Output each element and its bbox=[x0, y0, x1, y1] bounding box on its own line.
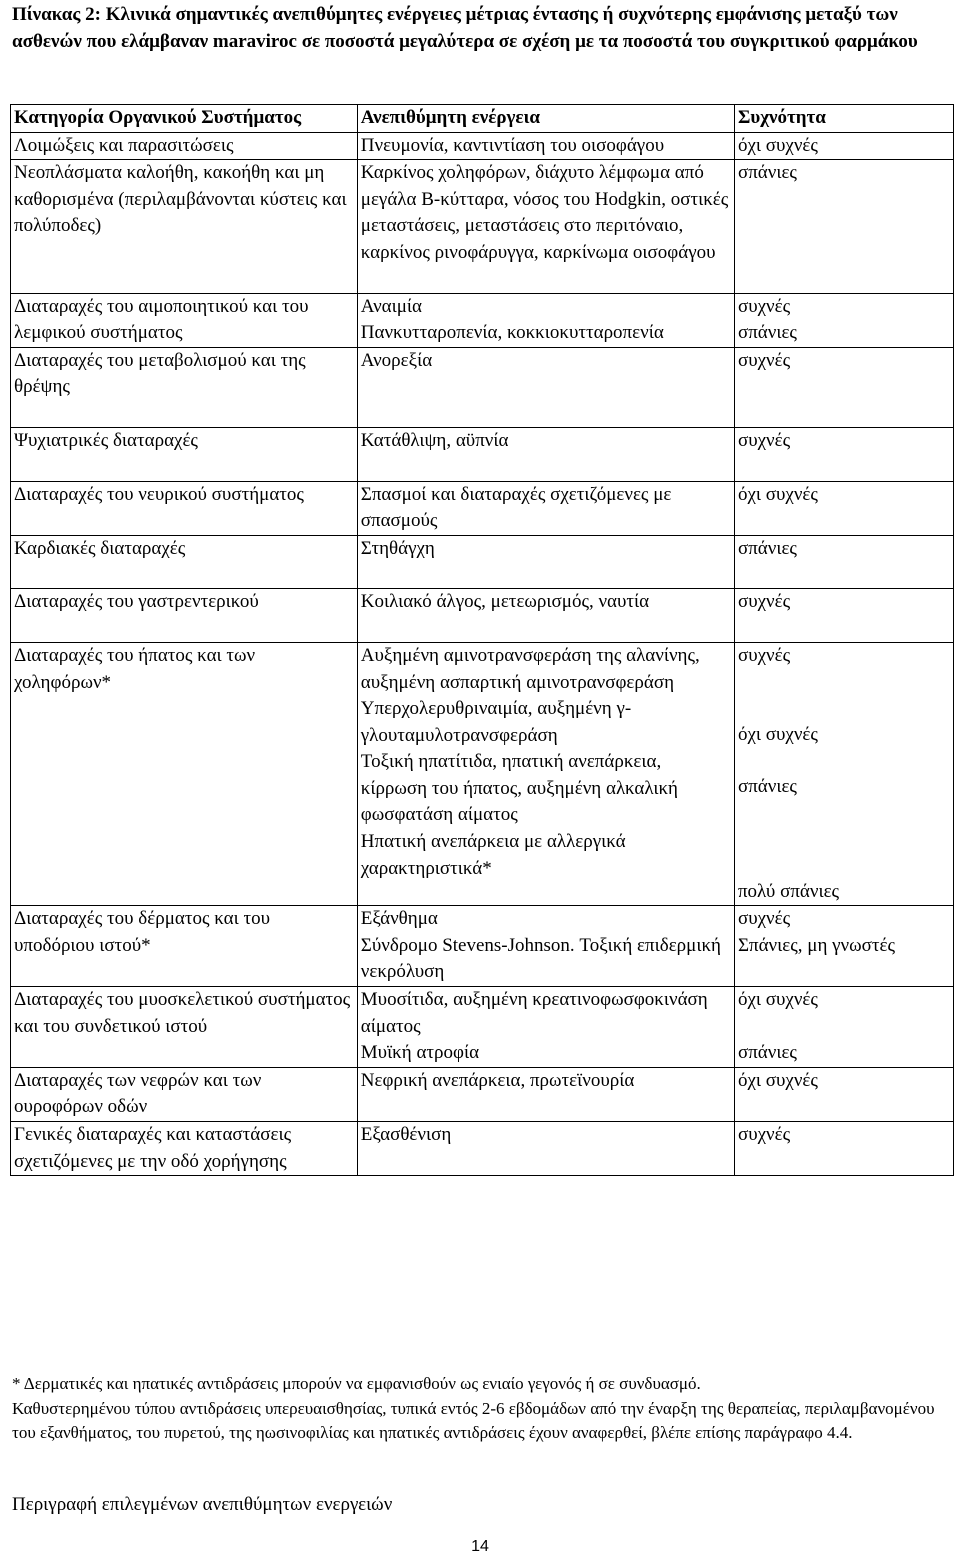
organ-class-cell bbox=[11, 535, 358, 589]
reaction-text: Αναιμία bbox=[360, 295, 422, 317]
reaction-text: Αυξημένη αμινοτρανσφεράση της αλανίνης, αυξημένη ασπαρτική αμινοτρανσφεράση bbox=[360, 644, 700, 693]
reaction-cell bbox=[357, 987, 734, 1068]
header-frequency: Συχνότητα bbox=[734, 105, 953, 133]
reaction-cell bbox=[357, 293, 734, 347]
frequency-text: σπάνιες bbox=[737, 322, 797, 344]
footnote-hypersensitivity: Καθυστερημένου τύπου αντιδράσεις υπερευαισθησίας, τυπικά εντός 2-6 εβδομάδων από την έναρξη της θεραπείας, περιλαμβανομένου του εξανθήματος, του πυρετού, της ηωσινοφιλίας και ηπατικές αντιδράσεις έχουν αναφερθεί, βλέπε επίσης παράγραφο 4.4. bbox=[12, 1398, 935, 1443]
reaction-text: Μυοσίτιδα, αυξημένη κρεατινοφωσφοκινάση αίματος bbox=[360, 989, 708, 1037]
organ-class-cell: Γενικές διαταραχές και καταστάσεις σχετιζόμενες με την οδό χορήγησης bbox=[11, 1122, 358, 1176]
frequency-text: συχνές bbox=[737, 644, 791, 666]
table-row bbox=[11, 160, 954, 293]
frequency-cell bbox=[734, 642, 953, 905]
reaction-text: Σύνδρομο Stevens-Johnson. Τοξική επιδερμική νεκρόλυση bbox=[360, 934, 721, 983]
frequency-text: όχι συχνές bbox=[737, 989, 818, 1011]
frequency-cell: όχι συχνές bbox=[734, 132, 953, 160]
reaction-cell: Στηθάγχη bbox=[357, 535, 734, 589]
table-row bbox=[11, 987, 954, 1068]
table-row bbox=[11, 1067, 954, 1121]
table-row bbox=[11, 535, 954, 589]
organ-class-text: Καρδιακές διαταραχές bbox=[14, 537, 186, 559]
table-row bbox=[11, 589, 954, 643]
table-footnotes bbox=[12, 1372, 942, 1446]
reaction-text: Πανκυτταροπενία, κοκκιοκυτταροπενία bbox=[360, 322, 664, 344]
frequency-cell bbox=[734, 906, 953, 987]
footnote-asterisk: * Δερματικές και ηπατικές αντιδράσεις μπορούν να εμφανισθούν ως ενιαίο γεγονός ή σε συνδυασμό. bbox=[12, 1374, 701, 1393]
adverse-reactions-table bbox=[10, 104, 954, 1176]
organ-class-text: Διαταραχές του μεταβολισμού και της θρέψης bbox=[14, 349, 306, 398]
organ-class-cell: Διαταραχές του αιμοποιητικού και του λεμφικού συστήματος bbox=[11, 293, 358, 347]
frequency-text: σπάνιες bbox=[737, 776, 797, 798]
reaction-text: Καρκίνος χοληφόρων, διάχυτο λέμφωμα από μεγάλα Β-κύτταρα, νόσος του Hodgkin, οστικές μεταστάσεις, μεταστάσεις στο περιτόναιο, καρκίνος ρινοφάρυγγα, καρκίνωμα οισοφάγου bbox=[360, 162, 729, 263]
reaction-text: Εξάνθημα bbox=[360, 908, 438, 930]
frequency-cell: όχι συχνές bbox=[734, 1067, 953, 1121]
header-organ-class: Κατηγορία Οργανικού Συστήματος bbox=[11, 105, 358, 133]
frequency-cell bbox=[734, 987, 953, 1068]
organ-class-text: Διαταραχές του γαστρεντερικού bbox=[14, 591, 259, 613]
frequency-cell: όχι συχνές bbox=[734, 481, 953, 535]
table-row bbox=[11, 906, 954, 987]
organ-class-cell bbox=[11, 427, 358, 481]
reaction-cell bbox=[357, 642, 734, 905]
frequency-text: σπάνιες bbox=[737, 1041, 797, 1063]
reaction-cell: Κατάθλιψη, αϋπνία bbox=[357, 427, 734, 481]
table-row bbox=[11, 642, 954, 905]
table-caption: Πίνακας 2: Κλινικά σημαντικές ανεπιθύμητες ενέργειες μέτριας έντασης ή συχνότερης εμφάνισης μεταξύ των ασθενών που ελάμβαναν maraviroc σε ποσοστά μεγαλύτερα σε σχέση με τα ποσοστά του συγκριτικού φαρμάκου bbox=[12, 4, 918, 52]
frequency-cell: συχνές bbox=[734, 347, 953, 427]
page-number: 14 bbox=[471, 1538, 489, 1555]
frequency-cell: συχνές bbox=[734, 427, 953, 481]
table-row bbox=[11, 132, 954, 160]
table-row bbox=[11, 481, 954, 535]
frequency-cell: συχνές bbox=[734, 1122, 953, 1176]
organ-class-text: Νεοπλάσματα καλοήθη, κακοήθη και μη καθορισμένα (περιλαμβάνονται κύστεις και πολύποδες) bbox=[14, 162, 347, 237]
reaction-text: Υπερχολερυθριναιμία, αυξημένη γ-γλουταμυλοτρανσφεράση bbox=[360, 698, 632, 746]
organ-class-cell bbox=[11, 589, 358, 643]
reaction-cell: Πνευμονία, καντιντίαση του οισοφάγου bbox=[357, 132, 734, 160]
reaction-text: Μυϊκή ατροφία bbox=[360, 1042, 480, 1064]
reaction-cell: Κοιλιακό άλγος, μετεωρισμός, ναυτία bbox=[357, 589, 734, 643]
frequency-cell: σπάνιες bbox=[734, 160, 953, 293]
section-heading: Περιγραφή επιλεγμένων ανεπιθύμητων ενεργειών bbox=[12, 1494, 393, 1515]
frequency-text: όχι συχνές bbox=[737, 723, 818, 745]
frequency-text: συχνές bbox=[737, 908, 791, 930]
reaction-cell bbox=[357, 906, 734, 987]
reaction-cell: Εξασθένιση bbox=[357, 1122, 734, 1176]
organ-class-cell: Διαταραχές του ήπατος και των χοληφόρων* bbox=[11, 642, 358, 905]
reaction-cell: Ανορεξία bbox=[357, 347, 734, 427]
reaction-cell bbox=[357, 160, 734, 293]
table-header-row bbox=[11, 105, 954, 133]
frequency-cell bbox=[734, 293, 953, 347]
reaction-text: Τοξική ηπατίτιδα, ηπατική ανεπάρκεια, κίρρωση του ήπατος, αυξημένη αλκαλική φωσφατάση αίματος bbox=[360, 751, 678, 826]
frequency-cell: συχνές bbox=[734, 589, 953, 643]
table-row bbox=[11, 293, 954, 347]
table-row bbox=[11, 427, 954, 481]
reaction-cell: Νεφρική ανεπάρκεια, πρωτεϊνουρία bbox=[357, 1067, 734, 1121]
organ-class-cell: Διαταραχές των νεφρών και των ουροφόρων οδών bbox=[11, 1067, 358, 1121]
organ-class-cell: Λοιμώξεις και παρασιτώσεις bbox=[11, 132, 358, 160]
organ-class-cell bbox=[11, 160, 358, 293]
organ-class-cell bbox=[11, 347, 358, 427]
organ-class-cell: Διαταραχές του δέρματος και του υποδόριου ιστού* bbox=[11, 906, 358, 987]
frequency-text: συχνές bbox=[737, 295, 791, 317]
frequency-cell: σπάνιες bbox=[734, 535, 953, 589]
organ-class-cell: Διαταραχές του νευρικού συστήματος bbox=[11, 481, 358, 535]
header-adverse-reaction: Ανεπιθύμητη ενέργεια bbox=[357, 105, 734, 133]
organ-class-cell: Διαταραχές του μυοσκελετικού συστήματος και του συνδετικού ιστού bbox=[11, 987, 358, 1068]
organ-class-text: Ψυχιατρικές διαταραχές bbox=[14, 429, 198, 451]
table-row bbox=[11, 347, 954, 427]
frequency-text: πολύ σπάνιες bbox=[737, 880, 840, 902]
frequency-text: Σπάνιες, μη γνωστές bbox=[737, 934, 896, 956]
reaction-text: Ηπατική ανεπάρκεια με αλλεργικά χαρακτηριστικά* bbox=[360, 831, 626, 879]
table-row bbox=[11, 1122, 954, 1176]
reaction-cell: Σπασμοί και διαταραχές σχετιζόμενες με σπασμούς bbox=[357, 481, 734, 535]
